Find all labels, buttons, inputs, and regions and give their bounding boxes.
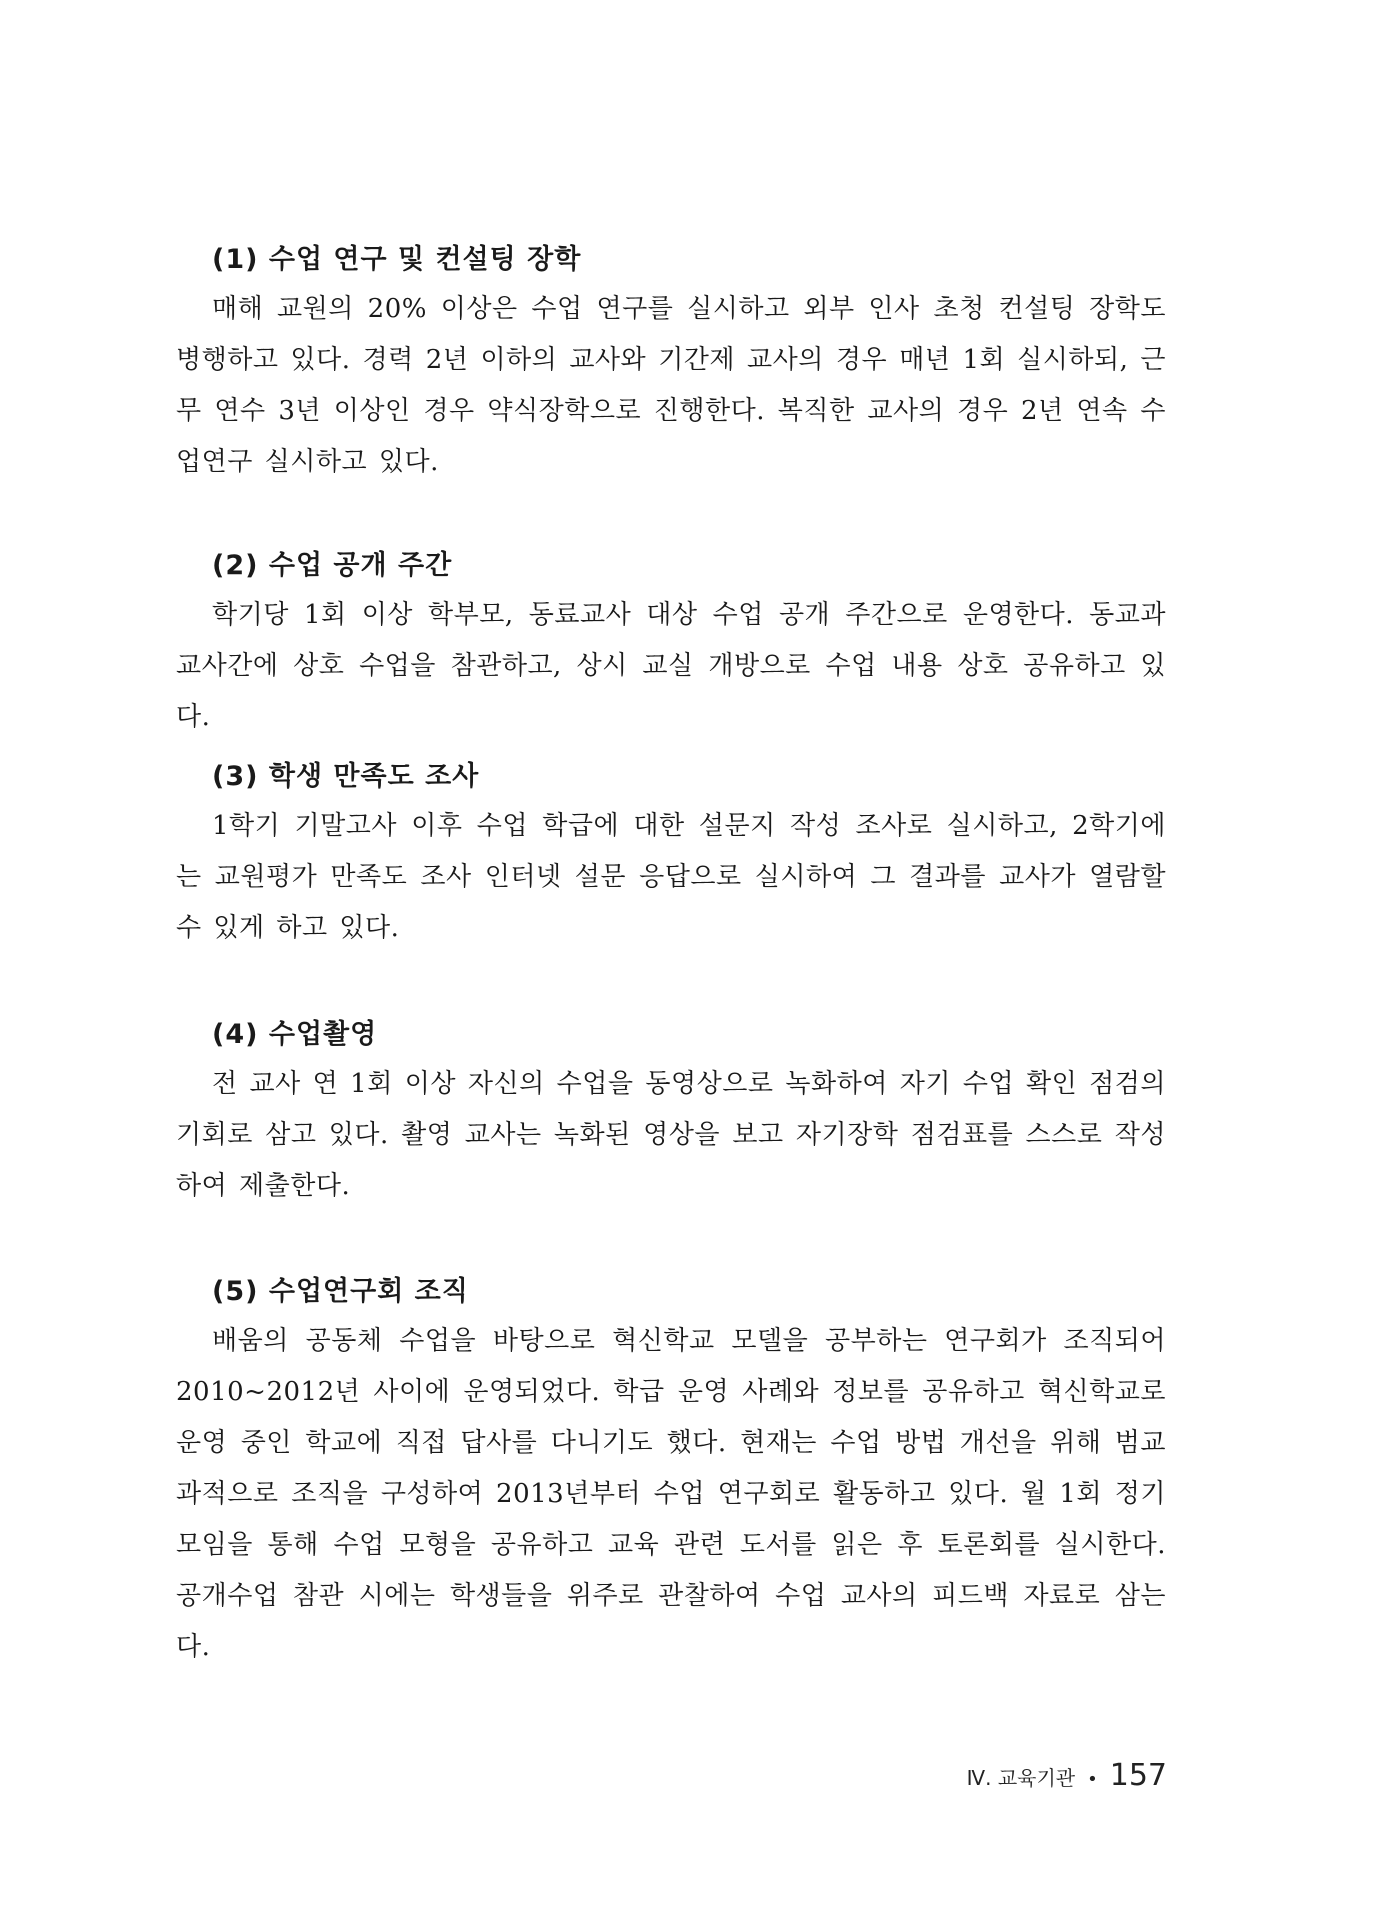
section-body: 배움의 공동체 수업을 바탕으로 혁신학교 모델을 공부하는 연구회가 조직되어 2010~2012년 사이에 운영되었다. 학급 운영 사례와 정보를 공유하고 혁신학교로 운영 중인 학교에 직접 답사를 다니기도 했다. 현재는 수업 방법 개선을 위해 범교과적으로 조직을 구성하여 2013년부터 수업 연구회로 활동하고 있다. 월 1회 정기 모임을 통해 수업 모형을 공유하고 교육 관련 도서를 읽은 후 토론회를 실시한다. 공개수업 참관 시에는 학생들을 위주로 관찰하여 수업 교사의 피드백 자료로 삼는다. (176, 1326, 1166, 1662)
section-student-survey (176, 755, 1166, 954)
section-heading: (1) 수업 연구 및 컨설팅 장학 (212, 244, 582, 275)
section-research-group (176, 1270, 1166, 1673)
section-heading: (5) 수업연구회 조직 (212, 1276, 469, 1307)
footer-chapter: Ⅳ. 교육기관 (966, 1766, 1076, 1790)
section-body: 1학기 기말고사 이후 수업 학급에 대한 설문지 작성 조사로 실시하고, 2학기에는 교원평가 만족도 조사 인터넷 설문 응답으로 실시하여 그 결과를 교사가 열람할 수 있게 하고 있다. (176, 811, 1166, 943)
section-open-class-week (176, 544, 1166, 743)
page-footer (967, 1758, 1167, 1793)
page-number: 157 (1109, 1758, 1167, 1793)
section-body: 전 교사 연 1회 이상 자신의 수업을 동영상으로 녹화하여 자기 수업 확인 점검의 기회로 삼고 있다. 촬영 교사는 녹화된 영상을 보고 자기장학 점검표를 스스로 작성하여 제출한다. (176, 1069, 1166, 1201)
section-heading: (4) 수업촬영 (212, 1019, 378, 1050)
footer-bullet: • (1087, 1769, 1098, 1790)
section-lesson-research (176, 238, 1166, 488)
section-body: 매해 교원의 20% 이상은 수업 연구를 실시하고 외부 인사 초청 컨설팅 장학도 병행하고 있다. 경력 2년 이하의 교사와 기간제 교사의 경우 매년 1회 실시하되, 근무 연수 3년 이상인 경우 약식장학으로 진행한다. 복직한 교사의 경우 2년 연속 수업연구 실시하고 있다. (176, 294, 1166, 477)
section-heading: (2) 수업 공개 주간 (212, 550, 453, 581)
section-body: 학기당 1회 이상 학부모, 동료교사 대상 수업 공개 주간으로 운영한다. 동교과 교사간에 상호 수업을 참관하고, 상시 교실 개방으로 수업 내용 상호 공유하고 있다. (176, 600, 1166, 732)
section-heading: (3) 학생 만족도 조사 (212, 761, 480, 792)
section-class-recording (176, 1013, 1166, 1212)
